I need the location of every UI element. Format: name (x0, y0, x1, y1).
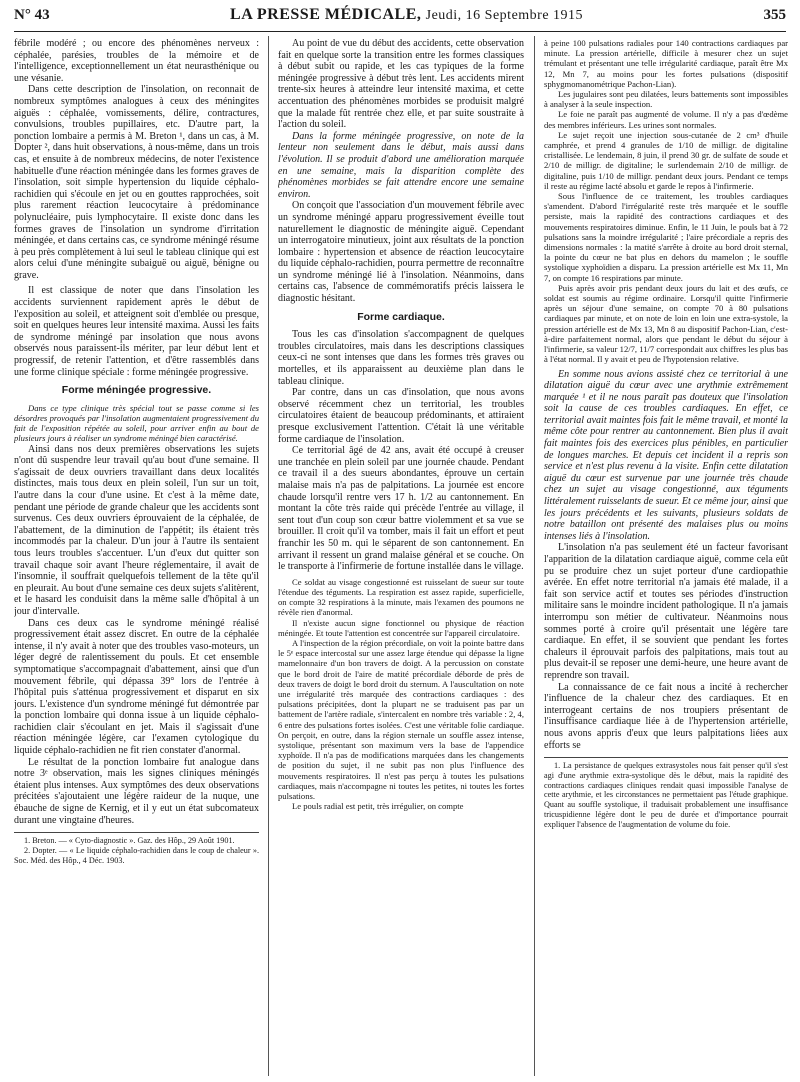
header-rule (14, 31, 786, 32)
paragraph: Le foie ne paraît pas augmenté de volume. Il n'y a pas d'œdème des membres inférieurs. Les urines sont normales. (544, 109, 788, 130)
footnotes (14, 832, 259, 865)
issue-date: Jeudi, 16 Septembre 1915 (425, 8, 584, 23)
column-divider-1 (268, 36, 269, 1076)
section-heading: Forme méningée progressive. (61, 384, 212, 397)
paragraph: Ce territorial âgé de 42 ans, avait été occupé à creuser une tranchée en plein soleil par une journée chaude. Pendant ce travail il a des sueurs abondantes, éprouve un certain malaise mais n'a pas de palpitations. La journée est encore chaude lorsqu'il rentre vers 17 h. 1/2 au cantonnement. En montant la côte très raide qui précède l'entrée au village, il sent tout d'un coup son cœur battre violemment et sa vue se brouiller. Il croit qu'il va tomber, mais il fait un effort et peut franchir les 50 m. qui le séparent de son cantonnement. En arrivant il ressent un grand malaise général et se couche. On le transporte à l'infirmerie de fortune installée dans le village. (278, 445, 524, 573)
paragraph: Au point de vue du début des accidents, cette observation fait en quelque sorte la transition entre les formes classiques à début subit ou rapide, et les cas typiques de la forme méningée progressive à début très lent. Les accidents mirent trente-six heures à atteindre leur intensité maxima, et cette accentuation des phénomènes morbides se produisit malgré que la malade fût rentrée chez elle, et par suite soustraite à l'action du soleil. (278, 38, 524, 131)
issue-number: N° 43 (14, 7, 50, 23)
page-header (14, 6, 786, 30)
paragraph: Puis après avoir pris pendant deux jours du lait et des œufs, ce soldat est soumis au régime ordinaire. Lorsqu'il quitte l'infirmerie après un séjour d'une semaine, on compte 70 à 80 pulsations cardiaques par minute, et on note de loin en loin une extra-systole, la pression artérielle est de Mx 13, Mn 8 au dispositif Pachon-Lian, c'est-à-dire parfaitement normal, alors que pendant le début du séjour à l'infirmerie, sa valeur 12/7, 11/7 correspondait aux chiffres les plus bas à l'état normal. Il y avait et peu de l'hypotension relative. (544, 282, 788, 365)
paragraph: A l'inspection de la région précordiale, on voit la pointe battre dans le 5ᵉ espace intercostal sur une assez large étendue qui dépasse la ligne mamelonnaire d'un bon travers de doigt. A la percussion on constate que le bord droit de l'aire de matité précordiale déborde de près de deux travers de doigt le bord droit du sternum. A l'auscultation on note une irrégularité très marquée des contractions cardiaques : des pulsations précipitées, dont la plupart ne se traduisent pas par un battement de l'artère radiale, s'intercalent en nombre très variable : 2, 4, 6 entre des pulsations fortes isolées. C'est une véritable folie cardiaque. On perçoit, en outre, dans la région sternale un souffle assez intense, systolique, présentant son maximum vers la base de l'appendice xyphoïde. Il n'a pas de modifications marquées dans les changements de position du sujet, il ne subit pas non plus l'influence des mouvements respiratoires. Il n'est pas perçu à toutes les pulsations cardiaques, mais n'accompagne ni toutes les petites, ni toutes les fortes pulsations. (278, 637, 524, 801)
paragraph: On conçoit que l'association d'un mouvement fébrile avec un syndrome méningé apparu progressivement éveille tout naturellement le diagnostic de méningite aiguë. Cependant un interrogatoire minutieux, joint aux résultats de la ponction lombaire : hypertension et absence de réaction leucocytaire du liquide céphalo-rachidien, pourra permettre de reconnaître un syndrome méningé lié à l'insolation. Néanmoins, dans certains cas, l'absence de commémoratifs précis laissera le diagnostic hésitant. (278, 200, 524, 305)
paragraph: Dans ce type clinique très spécial tout se passe comme si les désordres provoqués par l'insolation augmentaient progressivement du fait de l'exposition répétée au soleil, pour arriver enfin au bout de plusieurs jours à réaliser un syndrome méningé bien caractérisé. (14, 402, 259, 444)
footnotes (544, 757, 788, 830)
paragraph: L'insolation n'a pas seulement été un facteur favorisant l'apparition de la dilatation cardiaque aiguë, comme cela eût pu se produire chez un sujet porteur d'une cardiopathie avérée. En effet notre territorial n'a jamais été malade, il a fait son service actif et toutes ses périodes d'instruction militaire sans le moindre incident pathologique. Il n'a jamais interrompu son métier de cultivateur. Néanmoins nous sommes porté à croire qu'il présentait une légère tare cardiaque. En effet, il se souvient que pendant les fortes chaleurs il éprouvait parfois des palpitations, mais tout au plus devait-il se reposer une demi-heure, une heure avant de reprendre son travail. (544, 542, 788, 681)
paragraph: Ce soldat au visage congestionné est ruisselant de sueur sur toute l'étendue des téguments. La respiration est assez rapide, superficielle, on compte 32 respirations à la minute, mais l'examen des poumons ne révèle rien d'anormal. (278, 576, 524, 618)
paragraph: Sous l'influence de ce traitement, les troubles cardiaques s'amendent. D'abord l'irrégularité reste très marquée et le souffle persiste, mais la rapidité des contractions cardiaques et des mouvements respiratoires diminue. Enfin, le 11 Juin, le pouls bat à 72 pulsations sans la moindre irrégularité ; l'aire précordiale a repris des dimensions normales : la matité s'arrête à droite au bord droit sternal, la pointe du cœur ne bat plus en dehors du mamelon ; le souffle systolique xyphoïdien a disparu. La pression artérielle est Mx 11, Mn 7, on compte 16 respirations par minute. (544, 191, 788, 283)
paragraph: fébrile modéré ; ou encore des phénomènes nerveux : céphalée, parésies, troubles de la mémoire et de l'intelligence, exceptionnellement un état neurasthénique ou une vésanie. (14, 38, 259, 84)
paragraph: Les jugulaires sont peu dilatées, leurs battements sont impossibles à analyser à la seule inspection. (544, 89, 788, 110)
header-title-block (230, 6, 583, 24)
paragraph: Le pouls radial est petit, très irrégulier, on compte (292, 801, 464, 812)
page-number: 355 (763, 7, 786, 23)
paragraph: Il est classique de noter que dans l'insolation les accidents surviennent rapidement après le début de l'exposition au soleil, et atteignent soit d'emblée ou presque, soit en quelques heures leur intensité maxima. Aussi les faits de syndrome méningé par insolation que nous avons observés nous paraissent-ils mériter, par leur début lent et progressif, de retenir l'attention, et d'être rassemblés dans une forme clinique spéciale : forme méningée progressive. (14, 285, 259, 378)
paragraph: Ainsi dans nos deux premières observations les sujets n'ont dû suspendre leur travail qu'au bout d'une semaine. Il s'agissait de deux ouvriers travaillant dans deux localités distinctes, mais tous deux en plein soleil, l'un sur un toit, l'autre dans la cour d'une usine. Et c'est à la même date, pendant une période de grande chaleur que les accidents sont survenus. Ces deux ouvriers éprouvaient de la céphalée, de l'abattement, de la diminution de l'appétit; ils étaient très incommodés par la chaleur. D'un jour à l'autre ils sentaient tous leurs troubles s'accentuer. L'un d'eux dut quitter son travail chaque soir avant l'heure réglementaire, il avait de l'insomnie, il souffrait quelquefois tellement de la tête qu'il en pleurait. Au bout d'une semaine ces deux sujets s'alitèrent, et le hasard les conduisit dans la même salle d'hôpital à un jour d'intervalle. (14, 443, 259, 617)
paragraph: Dans la forme méningée progressive, on note de la lenteur non seulement dans le début, mais aussi dans l'évolution. Il se produit d'abord une amélioration marquée en une semaine, mais la disparition complète des phénomènes morbides se fait attendre encore une semaine environ. (278, 130, 524, 200)
paragraph: La connaissance de ce fait nous a incité à rechercher l'influence de la chaleur chez des cardiaques. Et en interrogeant certains de nos troupiers présentant de l'insuffisance cardiaque liée à de l'hypertension artérielle, nous avons appris d'eux que leurs palpitations liées aux efforts se (544, 681, 788, 751)
paragraph: Le résultat de la ponction lombaire fut analogue dans notre 3ᵉ observation, mais les signes cliniques méningés étaient plus intenses. Aux symptômes des deux observations précitées s'ajoutaient une légère raideur de la nuque, une ébauche de signe de Kernig, et il y eut un état subcomateux durant une vingtaine d'heures. (14, 756, 259, 826)
paragraph: Dans ces deux cas le syndrome méningé réalisé progressivement était assez discret. En outre de la céphalée intense, il n'y avait à noter que des troubles vaso-moteurs, un léger degré de ralentissement du pouls. Et cet ensemble symptomatique s'accompagnait d'abattement, ainsi que d'un mouvement fébrile, qui dépassa 39° lors de l'entrée à l'hôpital puis s'atténua progressivement et disparut en six jours. L'existence d'un syndrome méningé fut démontrée par la ponction lombaire qui donna issue à un liquide céphalo-rachidien clair s'écoulant en jet. Mais il s'agissait d'une réaction méningée légère, car l'examen cytologique du liquide céphalo-rachidien ne fit rien constater d'anormal. (14, 617, 259, 757)
column-2 (278, 38, 524, 1078)
paragraph: à peine 100 pulsations radiales pour 140 contractions cardiaques par minute. La pression artérielle, difficile à mesurer chez un sujet trémulant et présentant une telle irrégularité cardiaque, paraît être Mx 12, Mn 7, au moins pour les fortes pulsations (dispositif sphygmomanométrique Pachon-Lian). (544, 38, 788, 89)
paragraph: Par contre, dans un cas d'insolation, que nous avons observé récemment chez un territorial, les troubles circulatoires étaient de beaucoup prédominants, et attiraient presque exclusivement l'attention. C'était là une véritable forme cardiaque de l'insolation. (278, 387, 524, 445)
paragraph: En somme nous avions assisté chez ce territorial à une dilatation aiguë du cœur avec une arythmie extrêmement marquée ¹ et il ne nous paraît pas douteux que l'insolation soit la cause de ces troubles cardiaques. En effet, ce territorial avait maintes fois fait le même travail, et monté la même côte pour rentrer au cantonnement. Bien plus il avait fait maintes fois des exercices plus pénibles, en particulier de longues marches. Et depuis cet incident il a repris son service et n'est plus revenu à la visite. Enfin cette dilatation aiguë du cœur est survenue par une journée très chaude chez un sujet au visage congestionné, aux téguments littéralement ruisselants de sueur. Et ce même jour, ainsi que les jours précédents et les suivants, plusieurs soldats de notre bataillon ont présenté des malaises plus ou moins intenses liés à l'insolation. (544, 368, 788, 542)
column-3 (544, 38, 788, 1078)
paragraph: Dans cette description de l'insolation, on reconnait de nombreux symptômes analogues à ceux des méningites aiguës : céphalée, vomissements, délire, contractures, convulsions, troubles pupillaires, etc. D'autre part, la ponction lombaire a permis à M. Breton ¹, dans un cas, à M. Dopter ², dans huit observations, à nous-même, dans un trois cas, et ensuite à de nombreux médecins, de noter l'existence habituelle d'une réaction méningée dans les formes graves de l'insolation, soit simple hypertension du liquide céphalo-rachidien qui s'écoule en jet ou en gouttes rapprochées, soit plus rarement réaction leucocytaire à prédominance polynucléaire, puis lymphocytaire. Il existe donc dans les formes graves de l'insolation un syndrome d'irritation méningée, et dans certains cas, ce syndrome méningé résume à peu près complètement à lui seul le tableau clinique qui est alors celui d'une méningite subaiguë ou aiguë, bénigne ou grave. (14, 84, 259, 281)
column-1 (14, 38, 259, 1078)
paragraph: Il n'existe aucun signe fonctionnel ou physique de réaction méningée. Et toute l'attention est concentrée sur l'appareil circulatoire. (278, 617, 524, 638)
footnote: 1. Breton. — « Cyto-diagnostic ». Gaz. des Hôp., 29 Août 1901. (24, 836, 235, 846)
column-divider-2 (534, 36, 535, 1076)
footnote: 1. La persistance de quelques extrasystoles nous fait penser qu'il s'est agi d'une arythmie extra-systolique dès le début, mais la rapidité des contractions cardiaques cliniques rendait quasi impossible l'analyse de cette arythmie, et les circonstances ne permettaient pas l'étude graphique. Quant au souffle systolique, il traduisait probablement une insuffisance tricuspidienne légère dont le peu de durée et d'importance pourrait expliquer l'absence de l'augmentation de volume du foie. (544, 761, 788, 829)
journal-title: LA PRESSE MÉDICALE, (230, 6, 422, 23)
paragraph: Le sujet reçoit une injection sous-cutanée de 2 cm³ d'huile camphrée, et prend 4 granules de 1/10 de milligr. de digitaline cristallisée. Le lendemain, 8 juin, il prend 30 gr. de sulfate de soude et 2/10 de milligr. de digitaline; le surlendemain 2/10 de milligr. de digitaline, puis 1/10 de milligr. pendant deux jours. Pendant ce temps il reste au régime lacté absolu et garde le repos à l'infirmerie. (544, 129, 788, 191)
paragraph: Tous les cas d'insolation s'accompagnent de quelques troubles circulatoires, mais dans les descriptions classiques ceux-ci ne sont intenses que dans les formes très graves ou mortelles, et ils apparaissent au deuxième plan dans le tableau clinique. (278, 329, 524, 387)
section-heading: Forme cardiaque. (357, 310, 445, 323)
footnote: 2. Dopter. — « Le liquide céphalo-rachidien dans le coup de chaleur ». Soc. Méd. des Hôp., 4 Déc. 1903. (14, 846, 259, 865)
